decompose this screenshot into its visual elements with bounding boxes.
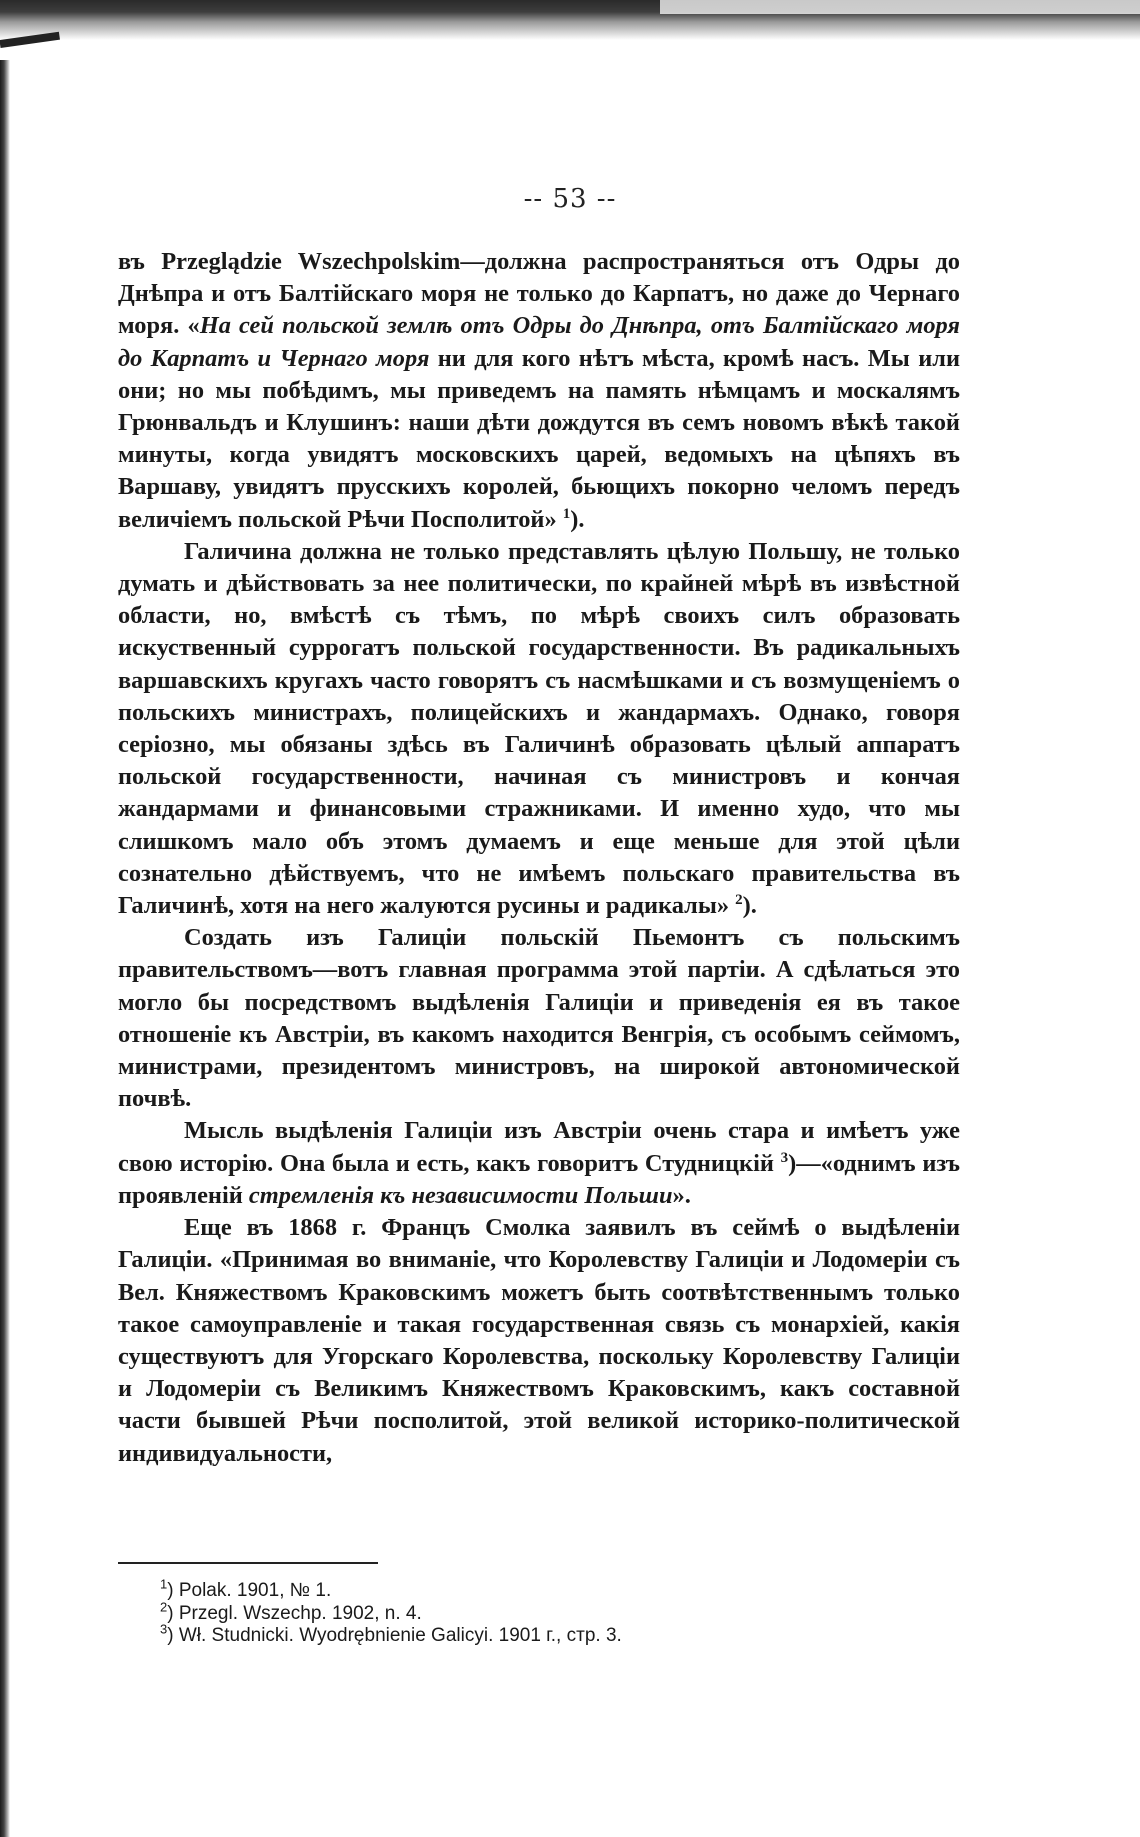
paragraph-5: Еще въ 1868 г. Францъ Смолка заявилъ въ сеймѣ о выдѣленіи Галиціи. «Принимая во вниманіе, что Королевству Галиціи и Лодомеріи съ Вел. Княжествомъ Краковскимъ можетъ быть соотвѣтственнымъ только такое самоуправленіе и такая государственная связь съ монархіей, какія существуютъ для Угорскаго Королевства, поскольку Королевству Галиціи и Лодомеріи съ Великимъ Княжествомъ Краковскимъ, какъ составной части бывшей Рѣчи посполитой, этой великой историко-политической индивидуальности,: [118, 1214, 960, 1467]
body-text: [118, 246, 960, 1470]
footnote-2-text: ) Przegl. Wszechp. 1902, n. 4.: [167, 1602, 422, 1624]
footnotes: [160, 1576, 960, 1648]
footnote-1: [160, 1576, 960, 1603]
paragraph-4: [118, 1115, 960, 1212]
paragraph-4-text-b: )—«однимъ изъ проявленій: [118, 1149, 961, 1209]
paragraph-2: [118, 536, 960, 922]
page-number: -- 53 --: [523, 184, 617, 214]
paragraph-1-text-b: ни для кого нѣтъ мѣста, кромѣ насъ. Мы или они; но мы побѣдимъ, мы приведемъ на память нѣмцамъ и москалямъ Грюнвальдъ и Клушинъ: наши дѣти дождутся въ семъ новомъ вѣкѣ такой минуты, когда увидятъ московскихъ царей, ведомыхъ на цѣпяхъ въ Варшаву, увидятъ прусскихъ королей, бьющихъ покорно челомъ передъ величіемъ польской Рѣчи Посполитой»: [118, 344, 960, 533]
footnote-divider: [118, 1562, 378, 1564]
footnote-1-mark: 1: [160, 1576, 168, 1592]
footnote-3-text: ) Wł. Studnicki. Wyodrębnienie Galicyi. 1901 г., стр. 3.: [167, 1625, 622, 1646]
paragraph-4-text-a: Мысль выдѣленія Галиціи изъ Австріи очень стара и имѣетъ уже свою исторію. Она была и есть, какъ говоритъ Студницкій: [118, 1117, 960, 1177]
paragraph-4-end: ».: [672, 1181, 691, 1209]
paragraph-1-italic-quote: На сей польской землѣ отъ Одры до Днѣпра, отъ Балтійскаго моря до Карпатъ и Чернаго моря: [118, 312, 960, 372]
paragraph-4-italic: стремленія къ независимости Польши: [248, 1181, 673, 1209]
footnote-ref-3[interactable]: 3: [780, 1149, 789, 1166]
footnote-2: [160, 1599, 960, 1626]
scan-edge-highlight: [660, 0, 1140, 14]
scan-edge-left: [0, 60, 10, 1837]
paragraph-1: [118, 246, 960, 536]
paragraph-3: Создать изъ Галиціи польскій Пьемонтъ съ польскимъ правительствомъ—вотъ главная программа этой партіи. А сдѣлаться это могло бы посредствомъ выдѣленія Галиціи и приведенія ея въ такое отношеніе къ Австріи, въ какомъ находится Венгрія, съ особымъ сеймомъ, министрами, президентомъ министровъ, на широкой автономической почвѣ.: [118, 924, 960, 1113]
paragraph-1-text-a: въ Przeglądzie Wszechpolskim—должна распространяться отъ Одры до Днѣпра и отъ Балтійскаго моря не только до Карпатъ, но даже до Чернаго моря. «: [118, 248, 960, 340]
paragraph-1-end: ).: [570, 505, 585, 533]
footnote-ref-2[interactable]: 2: [735, 891, 743, 908]
footnote-3-mark: 3: [160, 1621, 168, 1637]
paragraph-2-text: Галичина должна не только представлять цѣлую Польшу, не только думать и дѣйствовать за нее политически, по крайней мѣрѣ въ извѣстной области, но, вмѣстѣ съ тѣмъ, по мѣрѣ своихъ силъ образовать искуственный суррогатъ польской государственности. Въ радикальныхъ варшавскихъ кругахъ часто говорятъ съ насмѣшками и съ возмущеніемъ о польскихъ министрахъ, полицейскихъ и жандармахъ. Однако, говоря серіозно, мы обязаны здѣсь въ Галичинѣ образовать цѣлый аппаратъ польской государственности, начиная съ министровъ и кончая жандармами и финансовыми стражниками. И именно худо, что мы слишкомъ мало объ этомъ думаемъ и еще меньше для этой цѣли сознательно дѣйствуемъ, что не имѣемъ польскаго правительства въ Галичинѣ, хотя на него жалуются русины и радикалы»: [118, 537, 960, 920]
footnote-ref-1[interactable]: 1: [562, 505, 571, 522]
footnote-1-text: ) Polak. 1901, № 1.: [167, 1580, 332, 1601]
paragraph-2-end: ).: [742, 892, 757, 920]
footnote-2-mark: 2: [160, 1599, 168, 1615]
footnote-3: [160, 1621, 960, 1648]
